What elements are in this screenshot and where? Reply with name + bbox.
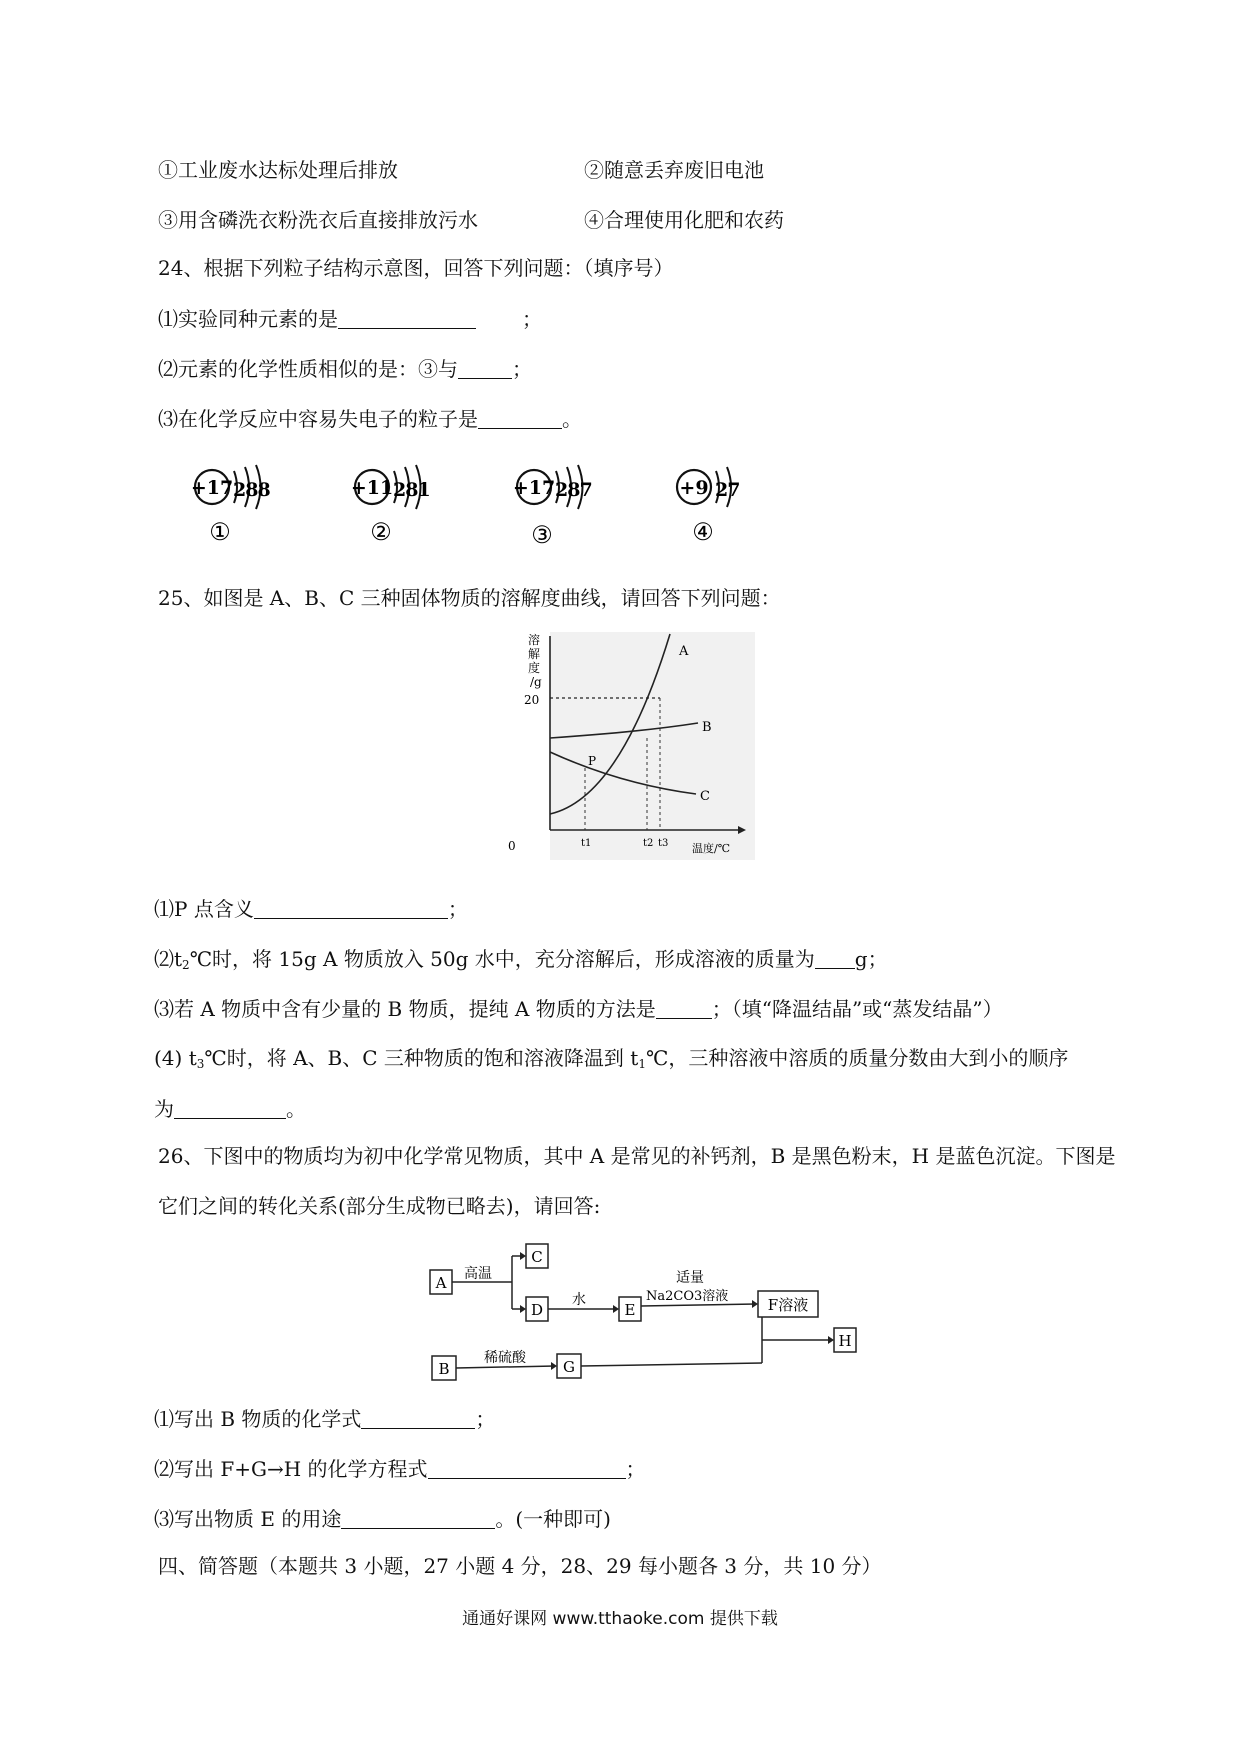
atom-2-shells: 281 xyxy=(393,479,430,501)
node-e: E xyxy=(624,1301,636,1319)
q24-part-2: ⑵元素的化学性质相似的是：③与 ； xyxy=(158,357,532,381)
answer-blank[interactable] xyxy=(361,1408,475,1429)
node-f: F溶液 xyxy=(767,1296,809,1314)
atom-2-label: ② xyxy=(370,518,392,546)
q26-part-2: ⑵写出 F+G→H 的化学方程式 ； xyxy=(154,1457,646,1481)
atom-structure-diagrams xyxy=(180,455,780,560)
conversion-flow-diagram xyxy=(420,1238,880,1388)
atom-1 xyxy=(191,465,271,509)
atom-3-nucleus: +17 xyxy=(512,477,556,499)
q26-part-1: ⑴写出 B 物质的化学式 ； xyxy=(154,1407,496,1431)
label-proper-amount: 适量 xyxy=(676,1270,704,1286)
atom-4-shells: 27 xyxy=(715,479,740,501)
q26-stem-line1: 26、下图中的物质均为初中化学常见物质，其中 A 是常见的补钙剂，B 是黑色粉末，H 是蓝色沉淀。下图是 xyxy=(158,1144,1116,1168)
answer-blank[interactable] xyxy=(254,898,448,919)
svg-text:/g: /g xyxy=(530,675,542,689)
answer-blank[interactable] xyxy=(428,1458,626,1479)
series-label-b: B xyxy=(702,720,712,735)
q24-part-3: ⑶在化学反应中容易失电子的粒子是 。 xyxy=(158,407,582,431)
atom-1-label: ① xyxy=(209,518,231,546)
answer-blank[interactable] xyxy=(478,408,562,429)
y-tick-20: 20 xyxy=(524,693,540,707)
node-c: C xyxy=(531,1248,543,1266)
answer-blank[interactable] xyxy=(656,998,712,1019)
q24-part-1: ⑴实验同种元素的是 ； xyxy=(158,307,542,331)
label-water: 水 xyxy=(572,1292,586,1308)
q23-option-4: ④合理使用化肥和农药 xyxy=(584,208,784,232)
answer-blank[interactable] xyxy=(815,948,855,969)
series-label-a: A xyxy=(679,644,689,659)
x-tick-t3: t3 xyxy=(658,838,669,849)
x-tick-t1: t1 xyxy=(581,838,592,849)
node-b: B xyxy=(438,1360,450,1378)
x-tick-t2: t2 xyxy=(643,838,654,849)
atom-3-shells: 287 xyxy=(555,479,592,501)
chart-ylabel xyxy=(528,632,542,689)
svg-text:溶: 溶 xyxy=(528,633,541,647)
node-a: A xyxy=(435,1274,447,1292)
q25-part-4: (4) $t_3℃$时，将 A、B、C 三种物质的饱和溶液降温到 $t_1℃$，三种溶液中溶质的质量分数由大到小的顺序 xyxy=(154,1046,1069,1071)
atom-3-label: ③ xyxy=(531,521,553,549)
origin-label: 0 xyxy=(508,839,516,853)
label-na2co3: Na2CO3溶液 xyxy=(646,1289,729,1304)
q23-option-2: ②随意丢弃废旧电池 xyxy=(584,158,764,182)
atom-3 xyxy=(513,465,592,509)
answer-blank[interactable] xyxy=(458,358,512,379)
atom-4-nucleus: +9 xyxy=(679,477,709,499)
atom-2 xyxy=(351,465,430,509)
q25-part-2: $⑵t_2℃$时，将 15g A 物质放入 50g 水中，充分溶解后，形成溶液的质量为 g； xyxy=(154,947,888,972)
q23-option-3: ③用含磷洗衣粉洗衣后直接排放污水 xyxy=(158,208,478,232)
label-high-temp: 高温 xyxy=(464,1266,492,1282)
atom-1-nucleus: +17 xyxy=(190,477,234,499)
section-4-heading: 四、简答题（本题共 3 小题，27 小题 4 分，28、29 每小题各 3 分，共 10 分） xyxy=(158,1554,882,1578)
q25-part-3: ⑶若 A 物质中含有少量的 B 物质，提纯 A 物质的方法是 ；（填“降温结晶”或“蒸发结晶”） xyxy=(154,997,1003,1021)
svg-text:解: 解 xyxy=(528,647,541,661)
answer-blank[interactable] xyxy=(338,308,476,329)
q25-stem: 25、如图是 A、B、C 三种固体物质的溶解度曲线，请回答下列问题： xyxy=(158,586,781,610)
atom-4 xyxy=(677,467,739,507)
solubility-curve-chart xyxy=(500,628,760,868)
point-p-label: P xyxy=(588,754,597,768)
atom-1-shells: 288 xyxy=(233,479,270,501)
q23-option-1: ①工业废水达标处理后排放 xyxy=(158,158,398,182)
chart-xlabel: 温度/℃ xyxy=(692,842,731,855)
atom-2-nucleus: +11 xyxy=(350,477,394,499)
q26-stem-line2: 它们之间的转化关系(部分生成物已略去)，请回答: xyxy=(158,1194,601,1218)
q26-part-3: ⑶写出物质 E 的用途 。(一种即可) xyxy=(154,1507,611,1531)
node-h: H xyxy=(838,1332,852,1350)
node-g: G xyxy=(563,1358,575,1376)
q25-part-4-line2: 为 。 xyxy=(154,1097,306,1121)
answer-blank[interactable] xyxy=(341,1508,495,1529)
q25-part-1: ⑴P 点含义 ； xyxy=(154,897,468,921)
page-footer: 通通好课网 www.tthaoke.com 提供下载 xyxy=(462,1609,778,1629)
node-d: D xyxy=(530,1301,544,1319)
q24-stem: 24、根据下列粒子结构示意图，回答下列问题：（填序号） xyxy=(158,256,674,280)
answer-blank[interactable] xyxy=(174,1098,286,1119)
svg-text:度: 度 xyxy=(528,661,541,675)
atom-4-label: ④ xyxy=(692,518,714,546)
label-dilute-acid: 稀硫酸 xyxy=(484,1350,526,1366)
series-label-c: C xyxy=(700,789,710,804)
